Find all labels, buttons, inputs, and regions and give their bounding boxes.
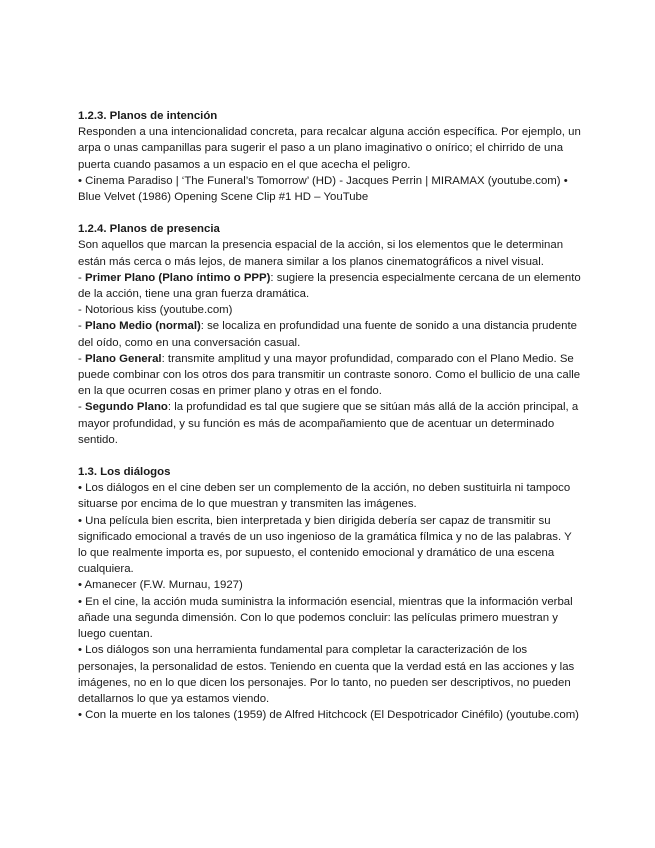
- section-planos-de-presencia: [78, 221, 583, 448]
- dash: -: [78, 401, 85, 414]
- term: Segundo Plano: [84, 401, 168, 414]
- term: Plano Medio (normal): [84, 320, 201, 333]
- section-heading: 1.2.3. Planos de intención: [78, 110, 218, 122]
- section-los-dialogos: [78, 464, 583, 723]
- section-heading: 1.2.4. Planos de presencia: [78, 223, 220, 236]
- term: Plano General: [84, 352, 162, 365]
- bullet-item: • Una película bien escrita, bien interpretada y bien dirigida debería ser capaz de transmitir su significado emocional a través de un uso ingenioso de la gramática fílmica y no de las palabras. Y lo que realmente importa es, por supuesto, el contenido emocional y dramático de una escena cualquiera.: [78, 514, 572, 576]
- definition-plano-medio: [78, 318, 583, 350]
- term: Primer Plano (Plano íntimo o PPP): [84, 271, 271, 284]
- example-links: • Cinema Paradiso | ‘The Funeral’s Tomorrow’ (HD) - Jacques Perrin | MIRAMAX (youtube.com) • Blue Velvet (1986) Opening Scene Clip #1 HD – YouTube: [78, 174, 568, 204]
- document-page: [78, 108, 583, 739]
- dash: -: [78, 320, 85, 333]
- example-link: - Notorious kiss (youtube.com): [78, 304, 233, 317]
- bullet-item: • En el cine, la acción muda suministra la información esencial, mientras que la información verbal añade una segunda dimensión. Con lo que podemos concluir: las películas primero muestran y luego cuentan.: [78, 595, 573, 641]
- definition-text: : sugiere la presencia especialmente cercana de un elemento de la acción, tiene una gran fuerza dramática.: [78, 271, 581, 301]
- section-planos-de-intencion: [78, 108, 583, 205]
- dash: -: [78, 271, 85, 284]
- bullet-item: • Los diálogos son una herramienta fundamental para completar la caracterización de los personajes, la personalidad de estos. Teniendo en cuenta que la verdad está en las acciones y las imágenes, no en lo que dicen los personajes. Por lo tanto, no pueden ser descriptivos, no pueden detallarnos lo que ya estamos viendo.: [78, 644, 575, 705]
- section-heading: 1.3. Los diálogos: [78, 466, 171, 479]
- definition-text: : la profundidad es tal que sugiere que se sitúan más allá de la acción principal, a mayor profundidad, y su función es más de acompañamiento que de acentuar un determinado sentido.: [78, 401, 579, 446]
- bullet-item: • Amanecer (F.W. Murnau, 1927): [78, 579, 243, 592]
- dash: -: [78, 352, 85, 365]
- paragraph: Son aquellos que marcan la presencia espacial de la acción, si los elementos que le determinan están más cerca o más lejos, de manera similar a los planos cinematográficos a nivel visual.: [78, 239, 564, 268]
- definition-text: : transmite amplitud y una mayor profundidad, comparado con el Plano Medio. Se puede combinar con los otros dos para transmitir un contraste sonoro. Como el bullicio de una calle en la que ocurren cosas en primer plano y otras en el fondo.: [78, 352, 581, 398]
- definition-segundo-plano: [78, 399, 583, 448]
- definition-plano-general: [78, 351, 583, 400]
- bullet-item: • Con la muerte en los talones (1959) de Alfred Hitchcock (El Despotricador Cinéfilo) (youtube.com): [78, 709, 579, 722]
- bullet-item: • Los diálogos en el cine deben ser un complemento de la acción, no deben sustituirla ni tampoco situarse por encima de lo que muestran y transmiten las imágenes.: [78, 482, 571, 511]
- definition-text: : se localiza en profundidad una fuente de sonido a una distancia prudente del oído, como en una conversación casual.: [78, 320, 577, 349]
- paragraph: Responden a una intencionalidad concreta, para recalcar alguna acción específica. Por ejemplo, un arpa o unas campanillas para sugerir el paso a un plano imaginativo o onírico; el chirrido de una puerta cuando pasamos a un espacio en el que acecha el peligro.: [78, 126, 581, 171]
- definition-primer-plano: [78, 270, 583, 302]
